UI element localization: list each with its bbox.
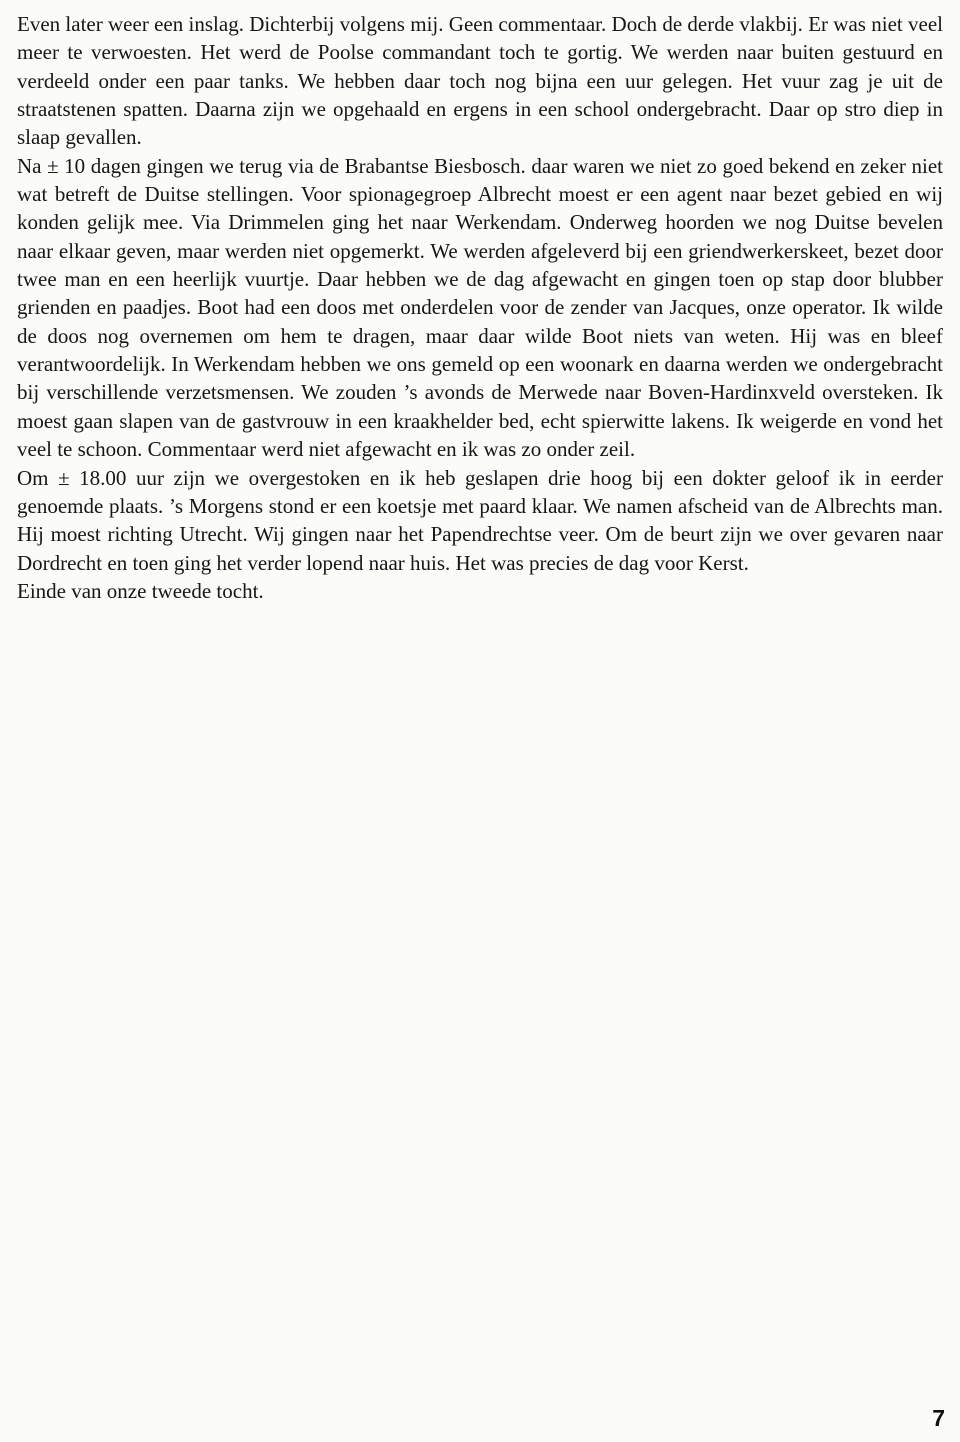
page-number: 7 — [932, 1405, 945, 1431]
paragraph-4: Einde van onze tweede tocht. — [17, 578, 264, 603]
paragraph-2: Na ± 10 dagen gingen we terug via de Brabantse Biesbosch. daar waren we niet zo goed bekend en zeker niet wat betreft de Duitse stellingen. Voor spionagegroep Albrecht moest er een agent naar bezet gebied en wij konden gelijk mee. Via Drimmelen ging het naar Werkendam. Onderweg hoorden we nog Duitse bevelen naar elkaar geven, maar werden niet opgemerkt. We werden afgeleverd bij een griendwerkerskeet, bezet door twee man en een heerlijk vuurtje. Daar hebben we de dag afgewacht en gingen toen op stap door blubber grienden en paadjes. Boot had een doos met onderdelen voor de zender van Jacques, onze operator. Ik wilde de doos nog overnemen om hem te dragen, maar daar wilde Boot niets van weten. Hij was en bleef verantwoordelijk. In Werkendam hebben we ons gemeld op een woonark en daarna werden we ondergebracht bij verschillende verzetsmensen. We zouden ’s avonds de Merwede naar Boven-Hardinxveld oversteken. Ik moest gaan slapen van de gastvrouw in een kraakhelder bed, echt spierwitte lakens. Ik weigerde en vond het veel te schoon. Commentaar werd niet afgewacht en ik was zo onder zeil. — [17, 153, 943, 462]
body-text — [17, 10, 943, 605]
paragraph-1: Even later weer een inslag. Dichterbij volgens mij. Geen commentaar. Doch de derde vlakbij. Er was niet veel meer te verwoesten. Het werd de Poolse commandant toch te gortig. We werden naar buiten gestuurd en verdeeld onder een paar tanks. We hebben daar toch nog bijna een uur gelegen. Het vuur zag je uit de straatstenen spatten. Daarna zijn we opgehaald en ergens in een school ondergebracht. Daar op stro diep in slaap gevallen. — [17, 12, 943, 150]
paragraph-3: Om ± 18.00 uur zijn we overgestoken en ik heb geslapen drie hoog bij een dokter geloof ik in eerder genoemde plaats. ’s Morgens stond er een koetsje met paard klaar. We namen afscheid van de Albrechts man. Hij moest richting Utrecht. Wij gingen naar het Papendrechtse veer. Om de beurt zijn we over gevaren naar Dordrecht en toen ging het verder lopend naar huis. Het was precies de dag voor Kerst. — [17, 465, 943, 575]
